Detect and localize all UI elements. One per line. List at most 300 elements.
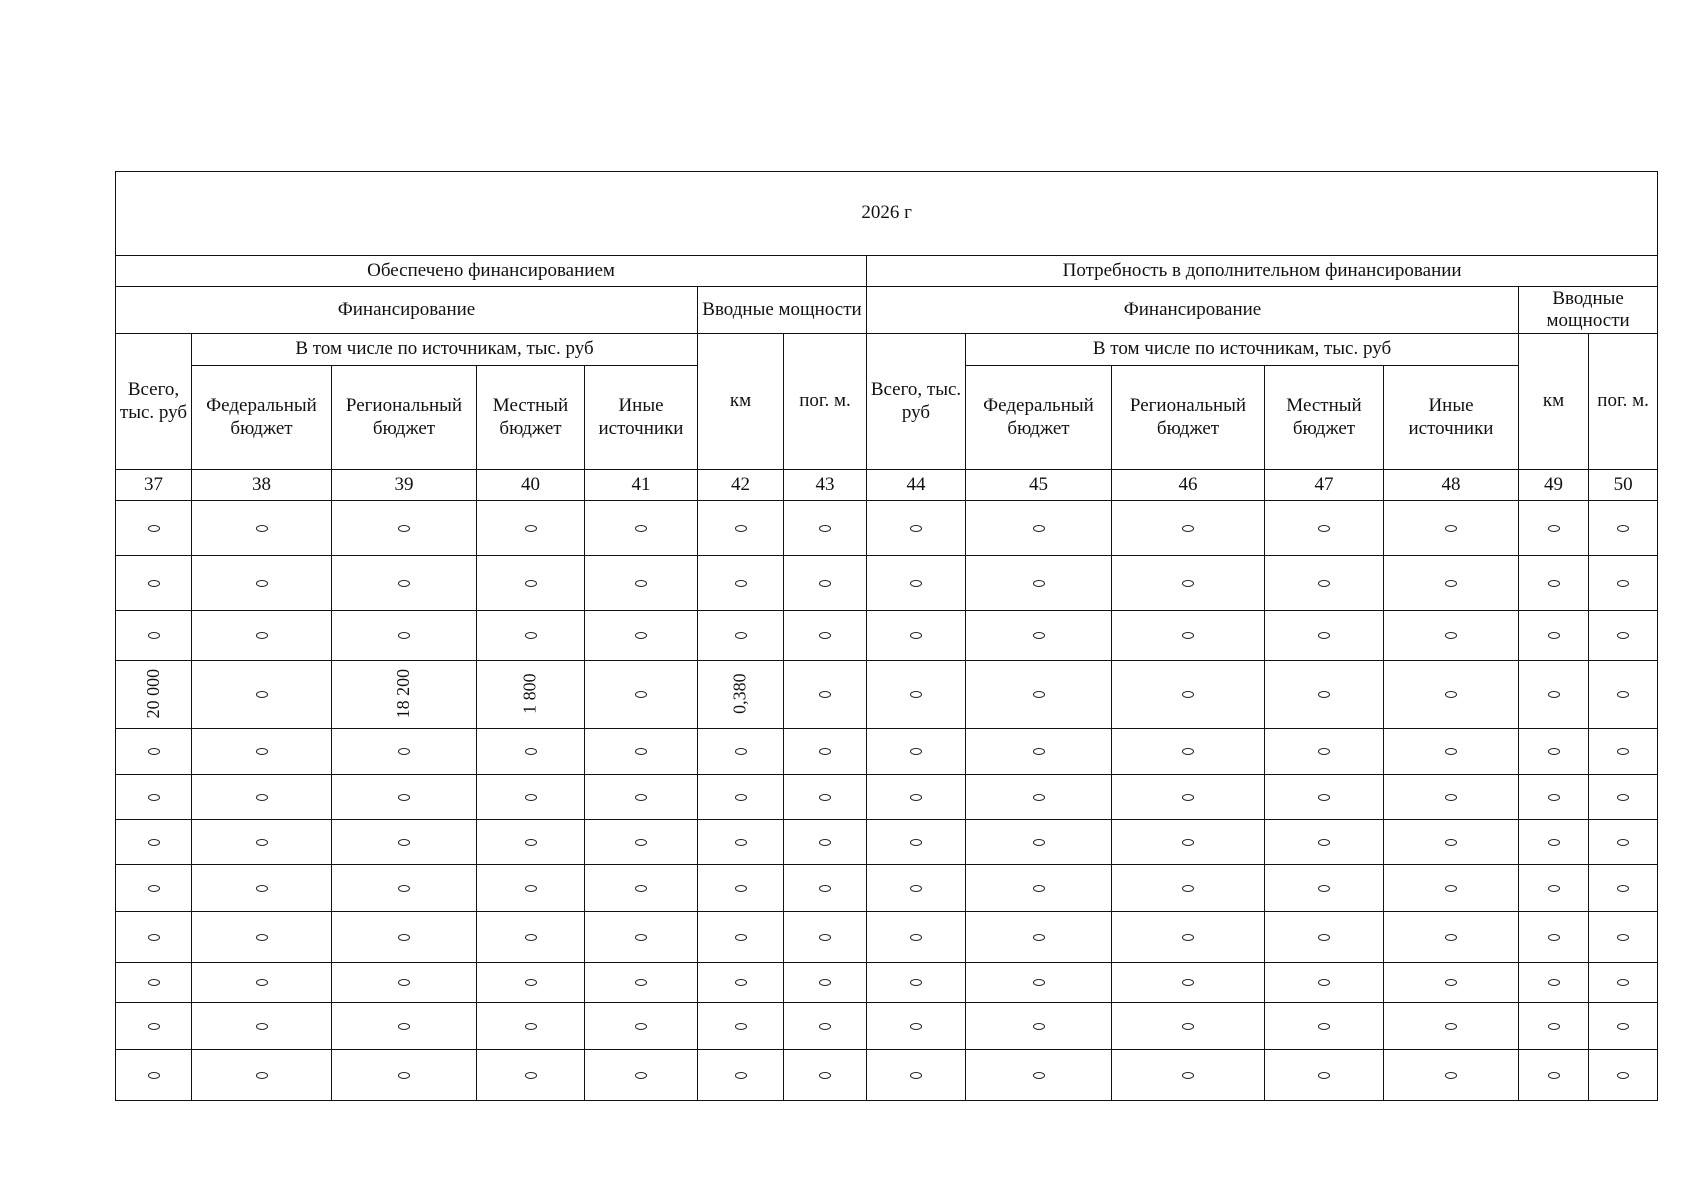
zero-value xyxy=(1445,979,1457,986)
table-cell xyxy=(698,556,784,611)
column-number: 46 xyxy=(1112,470,1265,501)
column-number: 49 xyxy=(1519,470,1589,501)
table-cell xyxy=(116,820,192,865)
zero-value xyxy=(635,979,647,986)
table-cell xyxy=(1519,865,1589,912)
zero-value xyxy=(1033,691,1045,698)
table-cell xyxy=(1589,1050,1658,1101)
table-row xyxy=(116,661,1658,729)
zero-value xyxy=(819,979,831,986)
zero-value xyxy=(735,885,747,892)
table-cell xyxy=(1384,820,1519,865)
table-cell xyxy=(1519,912,1589,963)
zero-value xyxy=(1033,632,1045,639)
table-cell xyxy=(192,865,332,912)
zero-value xyxy=(735,748,747,755)
table-cell xyxy=(867,820,966,865)
zero-value xyxy=(1445,1023,1457,1030)
column-number: 39 xyxy=(332,470,477,501)
table-cell xyxy=(1265,661,1384,729)
table-cell xyxy=(585,729,698,775)
table-cell xyxy=(1384,1050,1519,1101)
section-additional-header: Потребность в дополнительном финансировании xyxy=(867,256,1658,287)
zero-value xyxy=(735,1023,747,1030)
zero-value xyxy=(819,632,831,639)
zero-value xyxy=(1033,794,1045,801)
zero-value xyxy=(735,1072,747,1079)
zero-value xyxy=(1548,934,1560,941)
table-cell xyxy=(585,912,698,963)
zero-value xyxy=(819,1023,831,1030)
zero-value xyxy=(398,748,410,755)
table-cell xyxy=(784,501,867,556)
table-cell xyxy=(332,1050,477,1101)
table-cell xyxy=(1519,501,1589,556)
zero-value xyxy=(819,1072,831,1079)
table-cell xyxy=(332,775,477,820)
zero-value xyxy=(1617,632,1629,639)
table-cell xyxy=(1112,963,1265,1003)
table-cell xyxy=(1384,865,1519,912)
table-cell xyxy=(1384,729,1519,775)
table-cell xyxy=(966,611,1112,661)
cell-value: 0,380 xyxy=(729,673,750,715)
zero-value xyxy=(148,979,160,986)
table-cell xyxy=(698,611,784,661)
additional-sources-header: В том числе по источникам, тыс. руб xyxy=(966,334,1519,366)
zero-value xyxy=(635,934,647,941)
table-cell xyxy=(332,501,477,556)
table-cell xyxy=(1519,963,1589,1003)
column-number-row xyxy=(116,470,1658,501)
table-cell xyxy=(1112,501,1265,556)
zero-value xyxy=(819,794,831,801)
table-cell xyxy=(332,1003,477,1050)
zero-value xyxy=(910,525,922,532)
zero-value xyxy=(910,934,922,941)
table-cell xyxy=(1112,729,1265,775)
column-number: 45 xyxy=(966,470,1112,501)
table-row xyxy=(116,611,1658,661)
zero-value xyxy=(910,1072,922,1079)
table-cell xyxy=(192,661,332,729)
zero-value xyxy=(525,934,537,941)
column-number: 41 xyxy=(585,470,698,501)
table-cell xyxy=(477,1003,585,1050)
table-cell xyxy=(1589,775,1658,820)
table-cell xyxy=(966,556,1112,611)
zero-value xyxy=(1548,748,1560,755)
zero-value xyxy=(910,632,922,639)
table-cell xyxy=(585,1050,698,1101)
zero-value xyxy=(1617,1072,1629,1079)
zero-value xyxy=(735,839,747,846)
table-cell xyxy=(698,963,784,1003)
zero-value xyxy=(1617,885,1629,892)
table-cell xyxy=(585,865,698,912)
zero-value xyxy=(735,934,747,941)
table-cell xyxy=(1265,501,1384,556)
table-cell xyxy=(1384,963,1519,1003)
table-cell xyxy=(1112,661,1265,729)
table-row xyxy=(116,775,1658,820)
zero-value xyxy=(1033,885,1045,892)
table-cell xyxy=(1519,556,1589,611)
zero-value xyxy=(256,839,268,846)
zero-value xyxy=(1445,839,1457,846)
table-cell xyxy=(116,661,192,729)
year-title: 2026 г xyxy=(116,172,1658,256)
zero-value xyxy=(635,839,647,846)
zero-value xyxy=(525,979,537,986)
table-cell xyxy=(966,820,1112,865)
zero-value xyxy=(910,691,922,698)
table-cell xyxy=(116,556,192,611)
table-cell xyxy=(192,820,332,865)
table-cell xyxy=(1112,820,1265,865)
table-cell xyxy=(332,729,477,775)
table-cell xyxy=(1265,556,1384,611)
column-number: 37 xyxy=(116,470,192,501)
table-cell xyxy=(867,1050,966,1101)
zero-value xyxy=(256,748,268,755)
table-cell xyxy=(784,865,867,912)
table-cell xyxy=(332,963,477,1003)
table-cell xyxy=(1519,1050,1589,1101)
table-cell xyxy=(1112,912,1265,963)
table-cell xyxy=(1589,1003,1658,1050)
table-cell xyxy=(1589,661,1658,729)
table-cell xyxy=(698,912,784,963)
column-number: 42 xyxy=(698,470,784,501)
zero-value xyxy=(1548,794,1560,801)
zero-value xyxy=(256,979,268,986)
table-cell xyxy=(332,912,477,963)
table-cell xyxy=(1265,775,1384,820)
zero-value xyxy=(525,794,537,801)
funded-pog-header: пог. м. xyxy=(784,334,867,470)
column-number: 44 xyxy=(867,470,966,501)
section-funded-header: Обеспечено финансированием xyxy=(116,256,867,287)
zero-value xyxy=(910,794,922,801)
zero-value xyxy=(148,580,160,587)
zero-value xyxy=(1033,979,1045,986)
zero-value xyxy=(1617,934,1629,941)
table-cell xyxy=(477,729,585,775)
table-cell xyxy=(1519,1003,1589,1050)
zero-value xyxy=(635,632,647,639)
column-number: 47 xyxy=(1265,470,1384,501)
zero-value xyxy=(398,979,410,986)
table-row xyxy=(116,1050,1658,1101)
additional-financing-header: Финансирование xyxy=(867,287,1519,334)
zero-value xyxy=(1445,1072,1457,1079)
table-cell xyxy=(332,865,477,912)
table-cell xyxy=(966,1003,1112,1050)
table-cell xyxy=(192,912,332,963)
table-cell xyxy=(116,912,192,963)
table-cell xyxy=(332,661,477,729)
table-cell xyxy=(116,611,192,661)
zero-value xyxy=(1617,691,1629,698)
zero-value xyxy=(1445,632,1457,639)
table-cell xyxy=(966,775,1112,820)
table-cell xyxy=(1519,820,1589,865)
column-number: 50 xyxy=(1589,470,1658,501)
cell-value: 20 000 xyxy=(142,669,163,719)
table-cell xyxy=(1384,1003,1519,1050)
zero-value xyxy=(1033,1072,1045,1079)
zero-value xyxy=(1182,632,1194,639)
additional-capacity-header: Вводные мощности xyxy=(1519,287,1658,334)
funded-other-header: Иные источники xyxy=(585,366,698,470)
zero-value xyxy=(910,979,922,986)
zero-value xyxy=(635,580,647,587)
cell-value: 1 800 xyxy=(519,673,540,715)
zero-value xyxy=(1617,748,1629,755)
table-cell xyxy=(1265,912,1384,963)
table-cell xyxy=(1265,729,1384,775)
table-row xyxy=(116,729,1658,775)
zero-value xyxy=(1318,525,1330,532)
table-cell xyxy=(784,820,867,865)
zero-value xyxy=(1182,1023,1194,1030)
zero-value xyxy=(635,748,647,755)
table-cell xyxy=(192,1003,332,1050)
table-cell xyxy=(1112,1050,1265,1101)
table-row xyxy=(116,963,1658,1003)
table-cell xyxy=(477,556,585,611)
zero-value xyxy=(1548,1072,1560,1079)
zero-value xyxy=(256,1023,268,1030)
zero-value xyxy=(1445,748,1457,755)
zero-value xyxy=(256,525,268,532)
zero-value xyxy=(148,748,160,755)
funded-total-header: Всего, тыс. руб xyxy=(116,334,192,470)
table-cell xyxy=(116,1003,192,1050)
data-rows xyxy=(116,501,1658,1101)
zero-value xyxy=(148,632,160,639)
table-cell xyxy=(192,729,332,775)
table-cell xyxy=(477,501,585,556)
zero-value xyxy=(635,794,647,801)
zero-value xyxy=(1182,979,1194,986)
table-row xyxy=(116,865,1658,912)
zero-value xyxy=(1182,580,1194,587)
zero-value xyxy=(819,525,831,532)
table-cell xyxy=(477,775,585,820)
zero-value xyxy=(1548,839,1560,846)
zero-value xyxy=(1182,525,1194,532)
table-cell xyxy=(192,963,332,1003)
additional-local-header: Местный бюджет xyxy=(1265,366,1384,470)
table-cell xyxy=(1265,1050,1384,1101)
zero-value xyxy=(819,934,831,941)
zero-value xyxy=(1318,580,1330,587)
zero-value xyxy=(635,525,647,532)
table-cell xyxy=(1265,963,1384,1003)
zero-value xyxy=(1445,525,1457,532)
table-cell xyxy=(585,1003,698,1050)
zero-value xyxy=(256,580,268,587)
zero-value xyxy=(1318,885,1330,892)
table-cell xyxy=(966,1050,1112,1101)
zero-value xyxy=(1617,839,1629,846)
zero-value xyxy=(1548,1023,1560,1030)
zero-value xyxy=(398,934,410,941)
table-cell xyxy=(1265,1003,1384,1050)
table-cell xyxy=(585,775,698,820)
financing-table xyxy=(115,171,1658,1101)
table-cell xyxy=(784,963,867,1003)
zero-value xyxy=(1182,794,1194,801)
zero-value xyxy=(735,580,747,587)
table-cell xyxy=(867,865,966,912)
zero-value xyxy=(525,839,537,846)
zero-value xyxy=(1445,794,1457,801)
table-cell xyxy=(1384,661,1519,729)
table-cell xyxy=(1519,775,1589,820)
zero-value xyxy=(525,525,537,532)
zero-value xyxy=(1033,934,1045,941)
table-cell xyxy=(966,912,1112,963)
table-cell xyxy=(1112,1003,1265,1050)
table-cell xyxy=(585,556,698,611)
zero-value xyxy=(1033,748,1045,755)
table-cell xyxy=(1384,501,1519,556)
table-cell xyxy=(332,611,477,661)
zero-value xyxy=(148,1023,160,1030)
zero-value xyxy=(398,1072,410,1079)
zero-value xyxy=(398,885,410,892)
table-cell xyxy=(477,611,585,661)
table-cell xyxy=(698,501,784,556)
zero-value xyxy=(1548,691,1560,698)
column-number: 40 xyxy=(477,470,585,501)
table-cell xyxy=(1519,611,1589,661)
zero-value xyxy=(819,839,831,846)
table-cell xyxy=(1112,775,1265,820)
table-cell xyxy=(698,661,784,729)
table-cell xyxy=(1589,501,1658,556)
table-cell xyxy=(966,865,1112,912)
zero-value xyxy=(1033,1023,1045,1030)
table-cell xyxy=(867,1003,966,1050)
table-cell xyxy=(477,661,585,729)
zero-value xyxy=(1318,632,1330,639)
zero-value xyxy=(1445,691,1457,698)
table-cell xyxy=(192,775,332,820)
zero-value xyxy=(1617,1023,1629,1030)
table-cell xyxy=(192,1050,332,1101)
zero-value xyxy=(525,632,537,639)
table-cell xyxy=(477,820,585,865)
zero-value xyxy=(256,632,268,639)
table-cell xyxy=(1384,611,1519,661)
table-cell xyxy=(867,501,966,556)
table-row xyxy=(116,501,1658,556)
additional-other-header: Иные источники xyxy=(1384,366,1519,470)
zero-value xyxy=(910,885,922,892)
table-cell xyxy=(332,820,477,865)
zero-value xyxy=(1617,979,1629,986)
table-cell xyxy=(116,729,192,775)
zero-value xyxy=(910,580,922,587)
zero-value xyxy=(1445,934,1457,941)
zero-value xyxy=(1548,632,1560,639)
zero-value xyxy=(1548,885,1560,892)
table-cell xyxy=(192,556,332,611)
table-cell xyxy=(698,1050,784,1101)
table-cell xyxy=(1589,865,1658,912)
table-cell xyxy=(784,1003,867,1050)
table-cell xyxy=(585,611,698,661)
zero-value xyxy=(819,691,831,698)
zero-value xyxy=(1182,748,1194,755)
table-cell xyxy=(477,865,585,912)
zero-value xyxy=(1033,525,1045,532)
zero-value xyxy=(148,1072,160,1079)
table-cell xyxy=(116,1050,192,1101)
table-cell xyxy=(784,729,867,775)
zero-value xyxy=(735,525,747,532)
zero-value xyxy=(148,525,160,532)
table-cell xyxy=(698,865,784,912)
table-cell xyxy=(867,775,966,820)
table-cell xyxy=(966,501,1112,556)
table-cell xyxy=(1112,865,1265,912)
zero-value xyxy=(910,1023,922,1030)
table-cell xyxy=(867,729,966,775)
table-cell xyxy=(1589,729,1658,775)
zero-value xyxy=(525,580,537,587)
zero-value xyxy=(1318,1023,1330,1030)
zero-value xyxy=(1318,1072,1330,1079)
column-number: 48 xyxy=(1384,470,1519,501)
zero-value xyxy=(1182,885,1194,892)
zero-value xyxy=(910,839,922,846)
zero-value xyxy=(1617,580,1629,587)
zero-value xyxy=(819,885,831,892)
zero-value xyxy=(148,794,160,801)
table-cell xyxy=(1589,912,1658,963)
table-cell xyxy=(192,501,332,556)
table-row xyxy=(116,1003,1658,1050)
zero-value xyxy=(256,794,268,801)
table-cell xyxy=(784,661,867,729)
table-cell xyxy=(784,611,867,661)
table-cell xyxy=(116,501,192,556)
additional-pog-header: пог. м. xyxy=(1589,334,1658,470)
zero-value xyxy=(256,691,268,698)
zero-value xyxy=(398,525,410,532)
table-cell xyxy=(966,661,1112,729)
table-cell xyxy=(698,775,784,820)
table-cell xyxy=(1384,556,1519,611)
zero-value xyxy=(398,632,410,639)
table-cell xyxy=(1519,729,1589,775)
table-cell xyxy=(784,912,867,963)
zero-value xyxy=(1617,794,1629,801)
zero-value xyxy=(635,1072,647,1079)
zero-value xyxy=(398,580,410,587)
table-cell xyxy=(477,912,585,963)
table-row xyxy=(116,556,1658,611)
table-cell xyxy=(116,775,192,820)
zero-value xyxy=(1318,934,1330,941)
table-cell xyxy=(1589,820,1658,865)
zero-value xyxy=(1182,934,1194,941)
